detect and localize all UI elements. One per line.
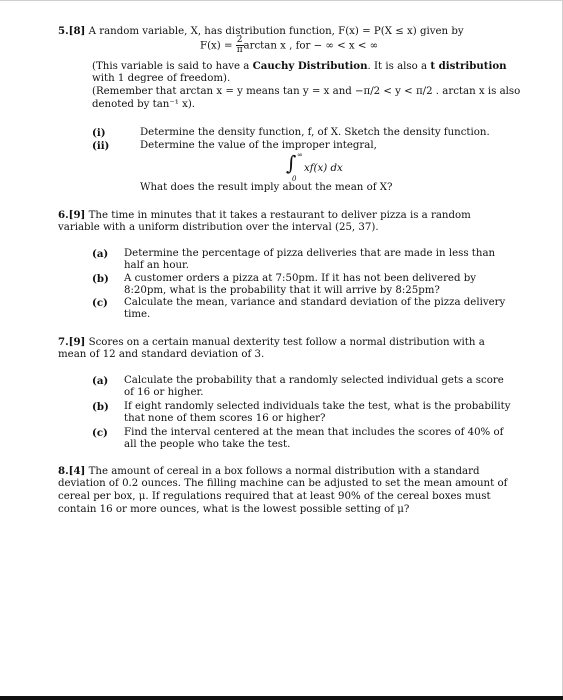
q6-line2: variable with a uniform distribution over the interval (25, 37). [58, 222, 379, 233]
q7-part-c-line1: Find the interval centered at the mean that includes the scores of 40% of [124, 427, 504, 438]
q7-part-label-a: (a) [92, 375, 109, 387]
q5-integral-upper: ∞ [297, 151, 303, 159]
q5-intro: A random variable, X, has distribution function, F(x) = P(X ≤ x) given by [85, 26, 464, 37]
q7-line2: mean of 12 and standard deviation of 3. [58, 349, 265, 360]
q5-formula-numerator: 2 [236, 35, 243, 45]
q7-marks: [9] [68, 336, 86, 348]
q8-number: 8. [58, 465, 69, 477]
q5-note-line1 [92, 60, 507, 73]
q5-number: 5. [58, 25, 69, 37]
q8-line4: contain 16 or more ounces, what is the lowest possible setting of μ? [58, 504, 410, 515]
page-top-border [0, 0, 563, 1]
q7-part-label-c: (c) [92, 427, 108, 439]
q8-line1: The amount of cereal in a box follows a normal distribution with a standard [85, 466, 480, 477]
q5-integral-lower: 0 [292, 175, 297, 183]
q5-note-line2: with 1 degree of freedom). [92, 73, 231, 84]
q5-formula-denominator: π [236, 45, 243, 55]
q6-part-label-a: (a) [92, 248, 109, 260]
q8-line3: cereal per box, μ. If regulations required that at least 90% of the cereal boxes must [58, 491, 491, 502]
q5-note1-cauchy: Cauchy Distribution [252, 60, 368, 72]
q6-line1: The time in minutes that it takes a restaurant to deliver pizza is a random [85, 210, 471, 221]
q6-part-a-line2: half an hour. [124, 260, 190, 271]
q8-heading [58, 465, 479, 478]
q6-part-b-line2: 8:20pm, what is the probability that it will arrive by 8:25pm? [124, 285, 440, 296]
q5-part-text-i: Determine the density function, f, of X. Sketch the density function. [140, 127, 490, 138]
q5-formula-fraction [236, 36, 244, 55]
q5-note-line3: (Remember that arctan x = y means tan y = x and −π/2 < y < π/2 . arctan x is also [92, 86, 521, 97]
q5-note-line4: denoted by tan⁻¹ x). [92, 99, 196, 110]
page-bottom-bar [0, 696, 563, 700]
q6-part-label-c: (c) [92, 297, 108, 309]
q5-note1-t-distribution: t distribution [430, 60, 507, 72]
q7-part-a-line2: of 16 or higher. [124, 387, 204, 398]
q5-followup: What does the result imply about the mean of X? [140, 182, 393, 193]
q5-note1-a: (This variable is said to have a [92, 61, 253, 72]
q5-formula-lhs: F(x) = [200, 40, 236, 52]
q7-line1: Scores on a certain manual dexterity test follow a normal distribution with a [85, 337, 485, 348]
q6-part-c-line2: time. [124, 309, 151, 320]
q7-part-c-line2: all the people who take the test. [124, 439, 291, 450]
q5-part-text-ii: Determine the value of the improper integral, [140, 140, 377, 151]
q6-marks: [9] [68, 209, 86, 221]
q5-formula [200, 36, 378, 55]
q7-part-label-b: (b) [92, 401, 109, 413]
q5-marks: [8] [68, 25, 86, 37]
q7-part-b-line2: that none of them scores 16 or higher? [124, 413, 326, 424]
q7-number: 7. [58, 336, 69, 348]
q8-line2: deviation of 0.2 ounces. The filling machine can be adjusted to set the mean amount of [58, 478, 508, 489]
integral-sign-icon: ∫ [286, 151, 297, 175]
q6-heading [58, 209, 471, 222]
q6-part-b-line1: A customer orders a pizza at 7:50pm. If it has not been delivered by [124, 273, 477, 284]
q6-part-label-b: (b) [92, 273, 109, 285]
q6-part-a-line1: Determine the percentage of pizza deliveries that are made in less than [124, 248, 496, 259]
q5-integrand: xf(x) dx [304, 163, 343, 174]
q5-formula-rhs: arctan x , for − ∞ < x < ∞ [243, 40, 379, 52]
q5-note1-c: . It is also a [367, 61, 431, 72]
q5-part-label-ii: (ii) [92, 140, 110, 152]
q7-part-a-line1: Calculate the probability that a randomly selected individual gets a score [124, 375, 504, 386]
q6-number: 6. [58, 209, 69, 221]
q8-marks: [4] [68, 465, 86, 477]
q6-part-c-line1: Calculate the mean, variance and standard deviation of the pizza delivery [124, 297, 506, 308]
q7-part-b-line1: If eight randomly selected individuals take the test, what is the probability [124, 401, 511, 412]
q5-part-label-i: (i) [92, 127, 106, 139]
q7-heading [58, 336, 485, 349]
